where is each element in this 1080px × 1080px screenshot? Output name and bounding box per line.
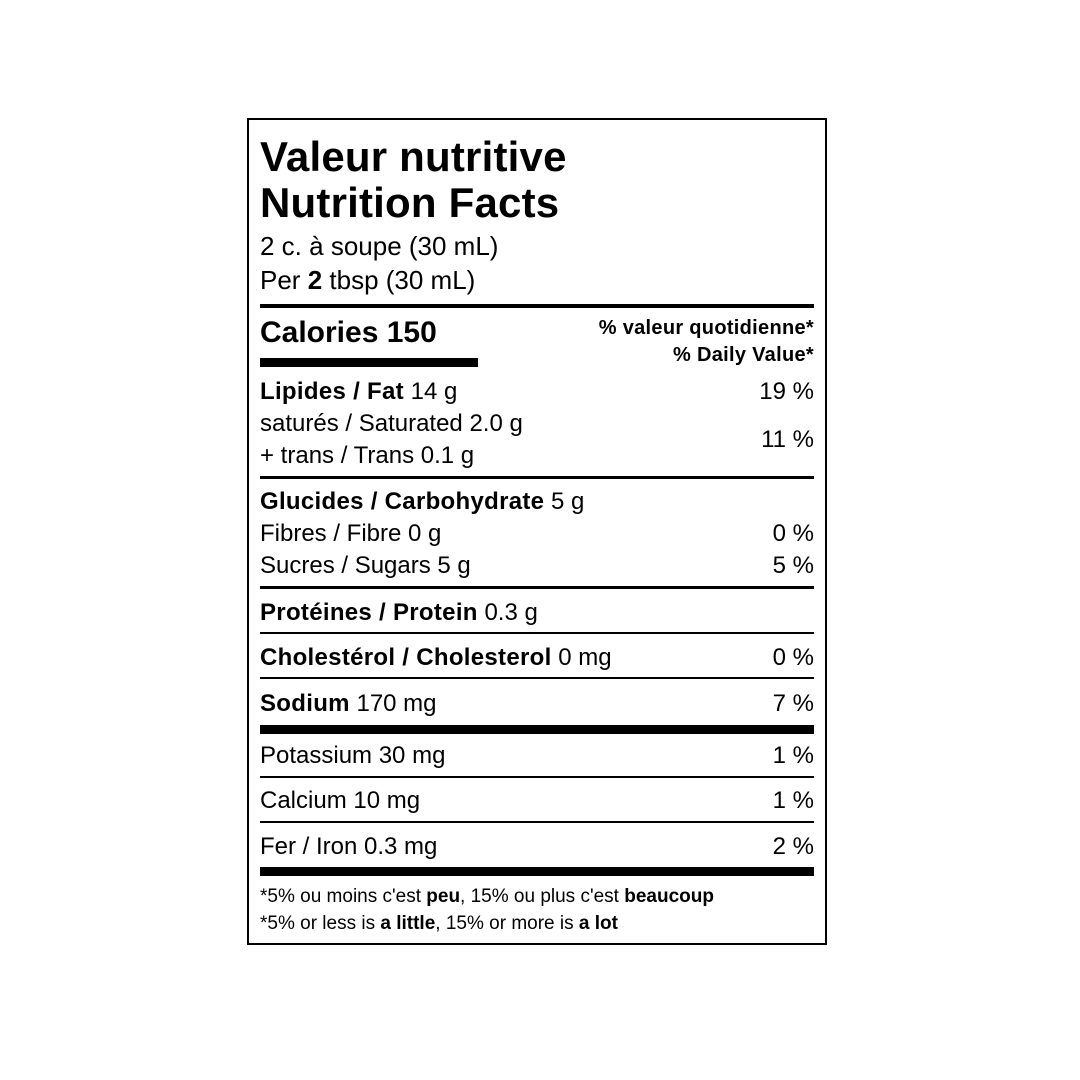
- row-fat: Lipides / Fat 14 g 19 %: [260, 378, 814, 405]
- daily-value-header-fr: % valeur quotidienne*: [598, 317, 814, 339]
- footnote-en: *5% or less is a little, 15% or more is a lot: [260, 913, 618, 934]
- calories: Calories 150: [260, 316, 437, 349]
- saturated-trans-dv: 11 %: [761, 426, 814, 453]
- row-iron: Fer / Iron 0.3 mg 2 %: [260, 833, 814, 860]
- daily-value-header-en: % Daily Value*: [673, 344, 814, 366]
- divider-thick: [260, 867, 814, 876]
- serving-size-en: Per 2 tbsp (30 mL): [260, 265, 476, 295]
- divider: [260, 476, 814, 479]
- row-sodium: Sodium 170 mg 7 %: [260, 690, 814, 717]
- divider: [260, 586, 814, 589]
- title-fr: Valeur nutritive: [260, 133, 567, 180]
- divider-thick: [260, 304, 814, 308]
- divider: [260, 677, 814, 679]
- divider-thick: [260, 725, 814, 734]
- row-calcium: Calcium 10 mg 1 %: [260, 787, 814, 814]
- nutrition-facts-table: [247, 118, 827, 945]
- row-fibre: Fibres / Fibre 0 g 0 %: [260, 520, 814, 547]
- serving-size-fr: 2 c. à soupe (30 mL): [260, 231, 499, 261]
- row-cholesterol: Cholestérol / Cholesterol 0 mg 0 %: [260, 644, 814, 671]
- divider: [260, 632, 814, 634]
- divider: [260, 776, 814, 778]
- title-en: Nutrition Facts: [260, 179, 560, 226]
- footnote-fr: *5% ou moins c'est peu, 15% ou plus c'est beaucoup: [260, 886, 714, 907]
- row-carbohydrate: Glucides / Carbohydrate 5 g: [260, 488, 585, 515]
- divider: [260, 821, 814, 823]
- calories-underline: [260, 358, 478, 367]
- row-potassium: Potassium 30 mg 1 %: [260, 742, 814, 769]
- row-protein: Protéines / Protein 0.3 g: [260, 599, 538, 626]
- row-trans: + trans / Trans 0.1 g: [260, 442, 475, 469]
- row-sugars: Sucres / Sugars 5 g 5 %: [260, 552, 814, 579]
- row-saturated: saturés / Saturated 2.0 g: [260, 410, 523, 437]
